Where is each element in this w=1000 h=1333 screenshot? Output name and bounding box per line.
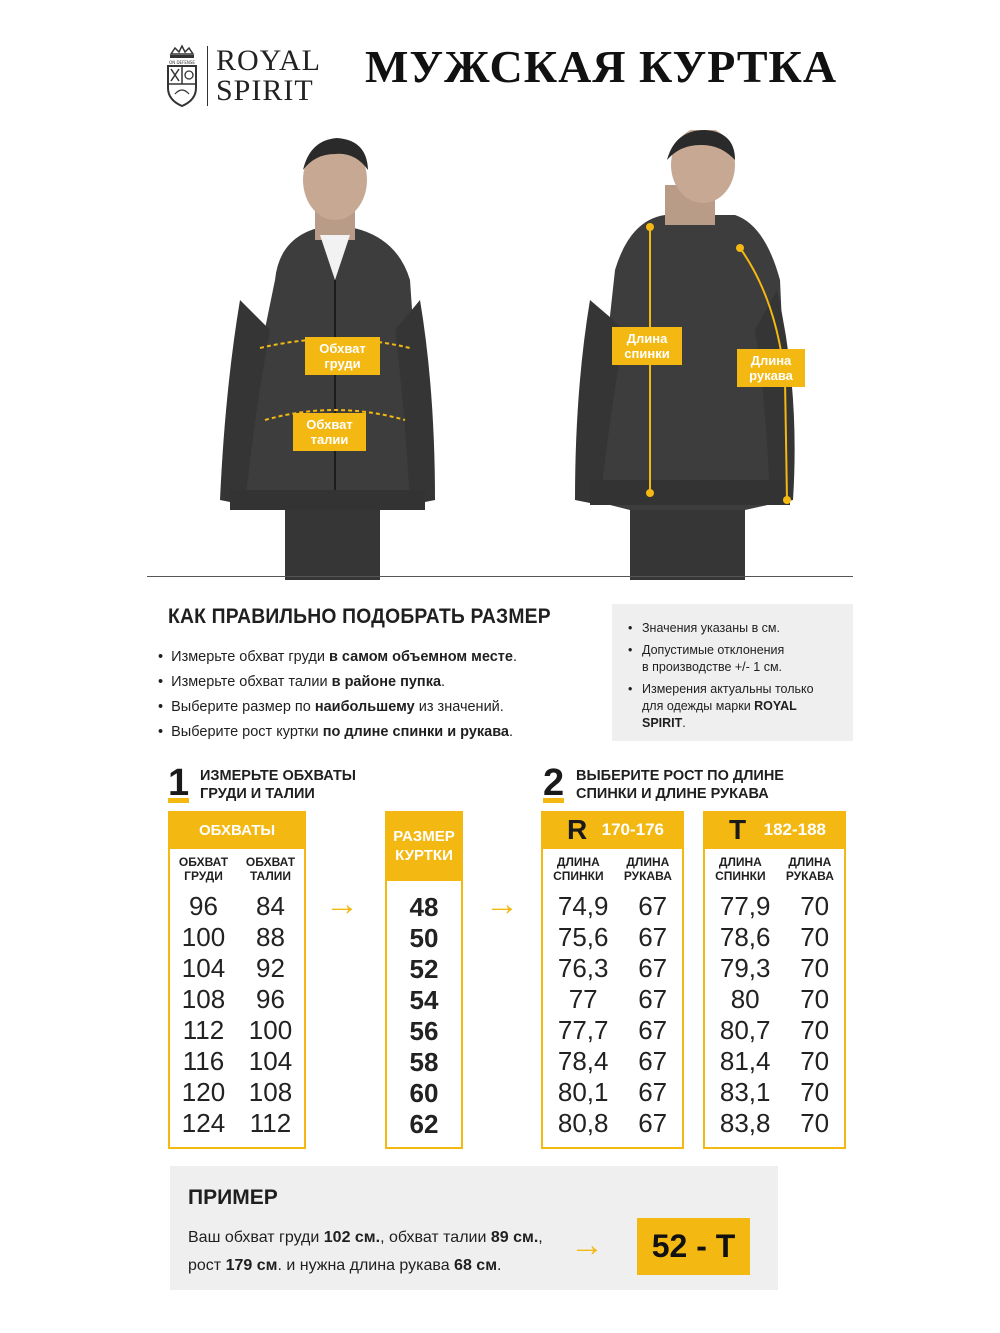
r-sleeve-value: 67 [638,922,668,952]
height-r-table [541,811,684,1149]
r-back-values [558,891,609,1139]
brand-line1: ROYAL [216,44,322,77]
waist-value: 84 [256,891,285,921]
t-sleeve-value: 70 [800,1077,830,1107]
chest-value: 104 [181,953,226,983]
howto-bullet-3: • Выберите размер по наибольшему из значений. [158,699,504,715]
chest-values [182,891,225,1139]
height-r-header [543,811,682,849]
size-values [387,892,461,1140]
r-sleeve-value: 67 [638,1046,668,1076]
r-back-col-header: ДЛИНА СПИНКИ [553,855,604,883]
t-back-value: 83,8 [719,1108,771,1138]
waist-value: 112 [249,1108,292,1138]
sleeve-length-label [737,349,805,387]
waist-label-line1: Обхват [306,417,353,432]
size-table-header: РАЗМЕР КУРТКИ [387,811,461,881]
waist-label-line2: талии [310,432,349,447]
waist-value: 108 [248,1077,293,1107]
chest-value: 120 [181,1077,226,1107]
t-sleeve-value: 70 [800,984,830,1014]
page-title: МУЖСКАЯ КУРТКА [365,41,838,92]
example-line2: рост 179 см. и нужна длина рукава 68 см. [188,1257,502,1274]
r-sleeve-value: 67 [638,1015,668,1045]
howto-bullet-2: • Измерьте обхват талии в районе пупка. [158,674,446,690]
size-value: 48 [409,892,439,922]
chest-label-line1: Обхват [319,341,366,356]
t-back-value: 78,6 [719,922,771,952]
back-length-label [612,327,682,365]
r-back-value: 76,3 [557,953,609,983]
r-sleeve-values [638,891,667,1139]
size-value: 52 [409,954,439,984]
back-label-line2: спинки [624,346,670,361]
t-sleeve-value: 70 [800,1015,830,1045]
t-back-value: 81,4 [719,1046,771,1076]
waist-value: 92 [256,953,285,983]
waist-value: 104 [248,1046,293,1076]
size-table [385,811,463,1149]
height-r-letter: R [567,814,588,845]
size-value: 60 [409,1078,439,1108]
waist-label [293,413,366,451]
r-back-value: 74,9 [557,891,609,921]
right-arrow-icon: → [485,885,519,923]
howto-bullet-1: • Измерьте обхват груди в самом объемном месте. [158,649,517,665]
waist-value: 88 [256,922,285,952]
t-back-col-header: ДЛИНА СПИНКИ [715,855,766,883]
howto-heading: КАК ПРАВИЛЬНО ПОДОБРАТЬ РАЗМЕР [168,605,551,628]
r-sleeve-col-header: ДЛИНА РУКАВА [623,855,672,883]
chest-value: 100 [181,922,226,952]
r-back-value: 78,4 [557,1046,609,1076]
chest-value: 124 [181,1108,226,1138]
sleeve-label-line2: рукава [749,368,793,383]
note-3: • Измерения актуальны только для одежды марки ROYAL SPIRIT. [626,681,843,732]
step1-text: ИЗМЕРЬТЕ ОБХВАТЫ ГРУДИ И ТАЛИИ [200,768,357,802]
t-back-value: 79,3 [719,953,771,983]
step1-number: 1 [168,762,190,804]
brand-logo [165,44,321,108]
t-back-value: 83,1 [719,1077,771,1107]
example-line1: Ваш обхват груди 102 см., обхват талии 89 см., [188,1229,543,1246]
brand-line2: SPIRIT [216,74,314,107]
step2-text: ВЫБЕРИТЕ РОСТ ПО ДЛИНЕ СПИНКИ И ДЛИНЕ РУКАВА [576,768,784,802]
t-back-value: 77,9 [719,891,771,921]
svg-text:ON DEFENSE: ON DEFENSE [169,60,195,65]
t-sleeve-value: 70 [800,891,830,921]
note-1: • Значения указаны в см. [626,620,843,637]
t-sleeve-value: 70 [800,953,830,983]
girth-table-header: ОБХВАТЫ [170,811,304,849]
photo-baseline [147,576,853,577]
r-back-value: 77 [568,984,598,1014]
example-heading: ПРИМЕР [188,1186,278,1209]
sleeve-label-line1: Длина [750,353,792,368]
t-sleeve-value: 70 [800,922,830,952]
t-sleeve-value: 70 [800,1046,830,1076]
size-value: 50 [409,923,439,953]
r-sleeve-value: 67 [638,1077,668,1107]
note-2: • Допустимые отклонения в производстве +/- 1 см. [626,642,843,676]
example-text [188,1224,543,1280]
waist-values [249,891,292,1139]
crest-icon [165,44,199,108]
r-sleeve-value: 67 [638,984,668,1014]
right-arrow-icon: → [570,1226,604,1264]
chest-label-line2: груди [324,356,361,371]
size-value: 56 [409,1016,439,1046]
size-value: 58 [409,1047,439,1077]
chest-label [305,337,380,375]
height-t-letter: T [729,814,747,845]
r-sleeve-value: 67 [638,1108,668,1138]
girth-table [168,811,306,1149]
chest-value: 112 [182,1015,225,1045]
waist-col-header: ОБХВАТ ТАЛИИ [245,855,296,883]
r-back-value: 75,6 [557,922,609,952]
size-value: 62 [409,1109,439,1139]
howto-bullet-4: • Выберите рост куртки по длине спинки и рукава. [158,724,514,740]
example-result: 52 - T [637,1218,750,1275]
height-t-table [703,811,846,1149]
height-r-range: 170-176 [601,820,664,839]
size-value: 54 [409,985,439,1015]
height-t-header [705,811,844,849]
r-back-value: 80,1 [557,1077,609,1107]
r-back-value: 80,8 [557,1108,609,1138]
chest-value: 116 [182,1046,225,1076]
waist-value: 100 [248,1015,293,1045]
chest-value: 108 [181,984,226,1014]
height-t-range: 182-188 [763,820,826,839]
back-label-line1: Длина [626,331,668,346]
r-sleeve-value: 67 [638,953,668,983]
logo-divider [207,46,208,106]
step2-number: 2 [543,762,565,804]
t-back-value: 80 [730,984,760,1014]
t-back-value: 80,7 [719,1015,771,1045]
t-back-values [720,891,771,1139]
t-sleeve-value: 70 [800,1108,830,1138]
brand-name [216,46,321,106]
chest-col-header: ОБХВАТ ГРУДИ [178,855,229,883]
r-back-value: 77,7 [557,1015,609,1045]
chest-value: 96 [189,891,218,921]
r-sleeve-value: 67 [638,891,668,921]
t-sleeve-col-header: ДЛИНА РУКАВА [785,855,834,883]
waist-value: 96 [256,984,285,1014]
t-sleeve-values [800,891,829,1139]
notes-box [612,604,853,741]
right-arrow-icon: → [325,885,359,923]
